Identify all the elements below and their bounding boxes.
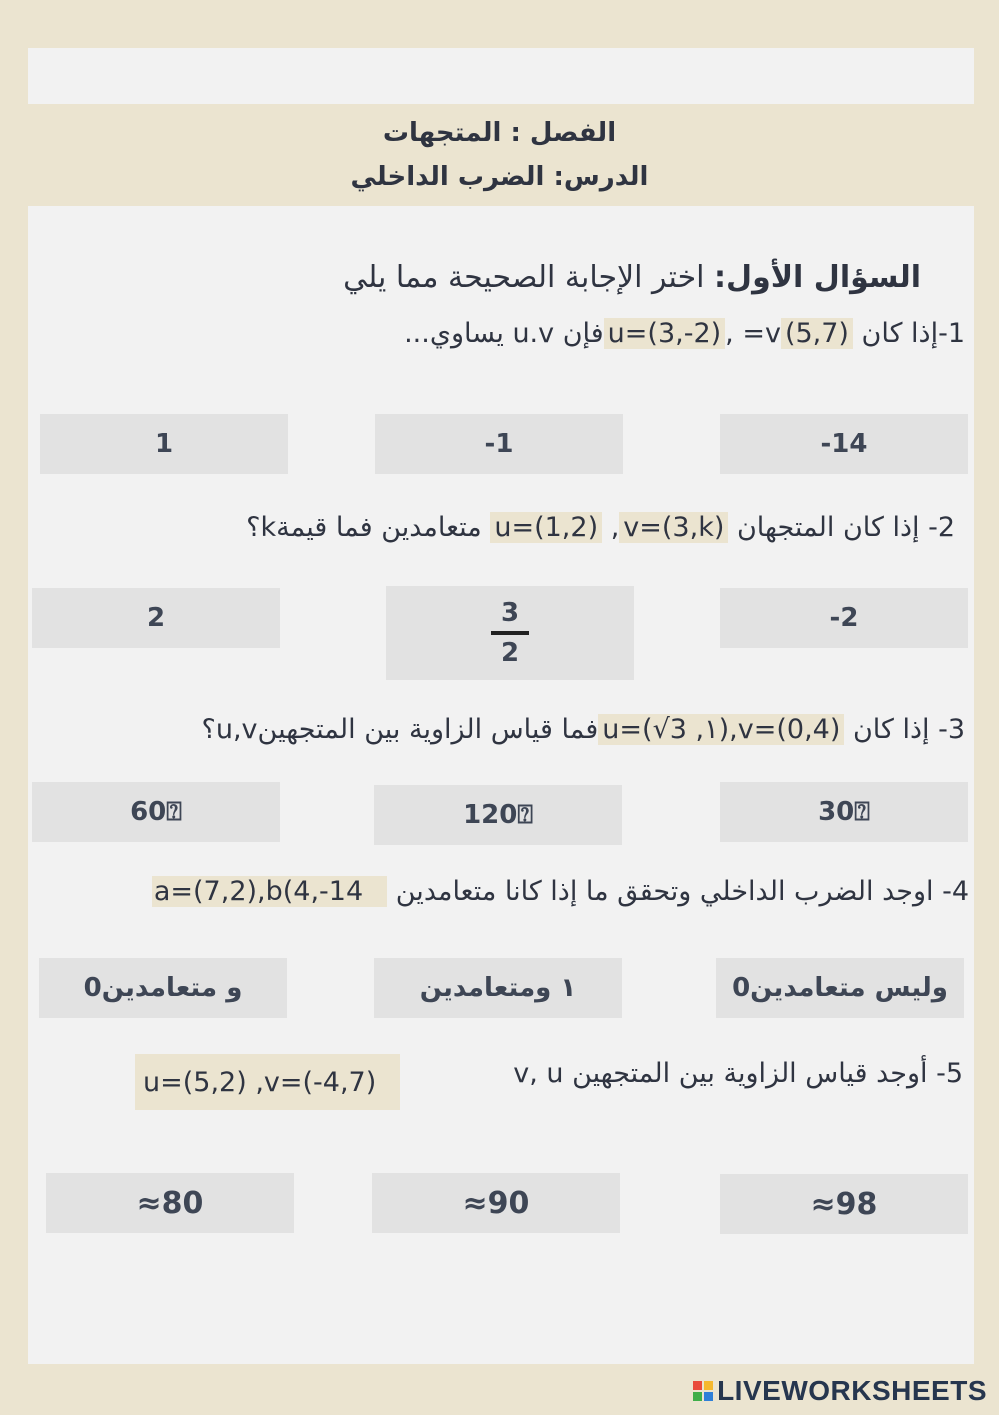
liveworksheets-logo: [693, 1375, 987, 1407]
question-3: [202, 714, 965, 745]
question-2: [246, 512, 955, 543]
q2-option-1[interactable]: -2: [720, 588, 968, 648]
q4-highlight: a=(7,2),b(4,-14: [152, 876, 387, 907]
q1-highlight-u: u=(3,-2): [604, 318, 725, 349]
fraction: [491, 600, 529, 666]
logo-icon: [693, 1381, 713, 1401]
brand-text: LIVEWORKSHEETS: [717, 1375, 987, 1406]
q2-highlight-v: v=(3,k): [619, 512, 728, 543]
section-label: السؤال الأول:: [714, 260, 921, 295]
q2-prefix: 2- إذا كان المتجهان: [736, 512, 955, 543]
q3-option-2[interactable]: 120⍰: [374, 785, 622, 845]
q1-highlight-v: (5,7): [781, 318, 853, 349]
q2-option-2[interactable]: [386, 586, 634, 680]
fraction-numerator: 3: [500, 598, 520, 628]
q4-option-3[interactable]: 0و متعامدين: [39, 958, 287, 1018]
q5-option-3[interactable]: ≈80: [46, 1173, 294, 1233]
q4-prefix: 4- اوجد الضرب الداخلي وتحقق ما إذا كانا متعامدين: [395, 876, 969, 907]
section-instruction: اختر الإجابة الصحيحة مما يلي: [343, 260, 705, 295]
q1-option-3[interactable]: 1: [40, 414, 288, 474]
q1-mid: v= ,: [725, 318, 781, 349]
section-heading: [343, 260, 921, 295]
q3-prefix: 3- إذا كان: [852, 714, 965, 745]
fraction-bar: [491, 631, 529, 635]
q3-option-1[interactable]: 30⍰: [720, 782, 968, 842]
q2-highlight-u: u=(1,2): [490, 512, 602, 543]
q1-prefix: 1-إذا كان: [861, 318, 965, 349]
top-bar: [28, 48, 974, 104]
chapter-title: الفصل : المتجهات: [382, 118, 617, 148]
fraction-denominator: 2: [500, 638, 520, 668]
q3-option-3[interactable]: 60⍰: [32, 782, 280, 842]
q2-option-3[interactable]: 2: [32, 588, 280, 648]
q4-option-1[interactable]: 0وليس متعامدين: [716, 958, 964, 1018]
q1-suffix: فإن u.v يساوي...: [404, 318, 604, 349]
q1-option-2[interactable]: -1: [375, 414, 623, 474]
q2-suffix: متعامدين فما قيمةk؟: [246, 512, 482, 543]
question-5: [513, 1058, 963, 1089]
q3-highlight: u=(√3 ,١),v=(0,4): [598, 714, 844, 745]
q5-highlight: u=(5,2) ,v=(-4,7): [135, 1054, 400, 1110]
question-1: [404, 318, 965, 349]
q5-prefix: 5- أوجد قياس الزاوية بين المتجهين v, u: [513, 1058, 963, 1089]
q5-option-2[interactable]: ≈90: [372, 1173, 620, 1233]
q4-option-2[interactable]: ١ ومتعامدين: [374, 958, 622, 1018]
q1-option-1[interactable]: -14: [720, 414, 968, 474]
question-4: [152, 876, 969, 907]
q3-suffix: فما قياس الزاوية بين المتجهينu,v؟: [201, 714, 599, 745]
q5-option-1[interactable]: ≈98: [720, 1174, 968, 1234]
lesson-title: الدرس: الضرب الداخلي: [350, 162, 649, 192]
q2-mid: ,: [610, 512, 620, 543]
